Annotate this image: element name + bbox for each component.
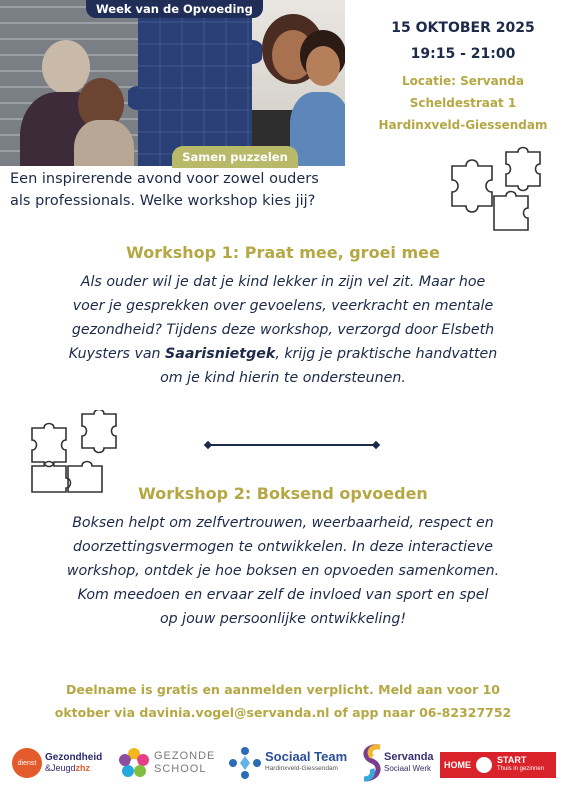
- workshop2-body: [20, 511, 546, 631]
- home-text: HOME: [444, 760, 471, 770]
- workshop2-line: op jouw persoonlijke ontwikkeling!: [159, 611, 407, 627]
- registration-note: [20, 678, 546, 724]
- hero-photo: [0, 0, 345, 166]
- sociaal-team-text: Sociaal Team: [265, 749, 348, 764]
- logo-sociaal-team: [228, 738, 356, 788]
- workshop1-line: voer je gesprekken over gevoelens, veerkracht en mentale: [72, 298, 494, 314]
- ggd-text: [45, 752, 102, 774]
- workshop1-line: om je kind hierin te ondersteunen.: [160, 370, 406, 386]
- registration-line: Deelname is gratis en aanmelden verplicht. Meld aan voor 10: [66, 682, 500, 697]
- workshop1-line: gezondheid? Tijdens deze workshop, verzorgd door Elsbeth: [71, 322, 495, 338]
- sociaal-team-sub: Hardinxveld-Giessendam: [265, 765, 338, 772]
- workshop1-body: [20, 270, 546, 390]
- intro-line: Een inspirerende avond voor zowel ouders: [10, 171, 319, 187]
- school-text: SCHOOL: [154, 763, 207, 775]
- logo-home-start: [440, 752, 556, 778]
- ggd-region: zhz: [75, 763, 91, 773]
- workshop2-line: Kom meedoen en ervaar zelf de invloed van sport en spel: [77, 587, 489, 603]
- event-location: Locatie: Servanda: [402, 74, 524, 88]
- workshop1-text: Kuysters van: [68, 346, 166, 362]
- ggd-mark: dienst: [12, 748, 42, 778]
- intro-text: [10, 168, 382, 212]
- workshop1-text: , krijg je praktische handvatten: [275, 346, 498, 362]
- workshop2-title: Workshop 2: Boksend opvoeden: [138, 484, 428, 503]
- puzzle-doodle-icon: [446, 146, 546, 232]
- logo-servanda: [360, 738, 436, 788]
- puzzle-tag: Samen puzzelen: [172, 146, 298, 168]
- home-start-icon: [476, 757, 492, 773]
- puzzle-graphic: [128, 0, 262, 166]
- event-city: Hardinxveld-Giessendam: [378, 118, 548, 132]
- logo-ggd: [12, 738, 110, 788]
- intro-line: als professionals. Welke workshop kies jij?: [10, 193, 316, 209]
- event-street: Scheldestraat 1: [409, 96, 517, 110]
- workshop1-line: [20, 342, 546, 366]
- puzzle-doodle-icon: [28, 410, 120, 494]
- workshop1-line: Als ouder wil je dat je kind lekker in zijn vel zit. Maar hoe: [80, 274, 486, 290]
- event-time: 19:15 - 21:00: [410, 46, 516, 62]
- hero-tag: Week van de Opvoeding: [86, 0, 263, 18]
- ggd-main: Gezondheid: [45, 752, 103, 763]
- workshop1-title: Workshop 1: Praat mee, groei mee: [126, 243, 440, 262]
- team-people-icon: [228, 746, 262, 780]
- gezonde-text: GEZONDE: [154, 750, 216, 762]
- home-start-tagline: Thuis in gezinnen: [497, 766, 545, 772]
- workshop2-line: workshop, ontdek je hoe boksen en opvoeden samenkomen.: [66, 563, 500, 579]
- section-divider: [204, 441, 380, 449]
- logo-gezonde-school: [118, 738, 222, 788]
- flower-icon: [118, 747, 150, 779]
- servanda-text: Servanda: [384, 751, 434, 763]
- event-date: 15 OKTOBER 2025: [391, 20, 535, 36]
- workshop2-line: Boksen helpt om zelfvertrouwen, weerbaarheid, respect en: [72, 515, 494, 531]
- start-text: START: [497, 755, 527, 765]
- registration-line: oktober via davinia.vogel@servanda.nl of app naar 06-82327752: [54, 705, 512, 720]
- workshop2-line: doorzettingsvermogen te ontwikkelen. In deze interactieve: [73, 539, 493, 555]
- ggd-sub: &Jeugd: [45, 763, 76, 773]
- saarisnietgek-name: Saarisnietgek: [165, 346, 276, 362]
- servanda-sub: Sociaal Werk: [384, 764, 431, 773]
- servanda-s-icon: [360, 743, 384, 783]
